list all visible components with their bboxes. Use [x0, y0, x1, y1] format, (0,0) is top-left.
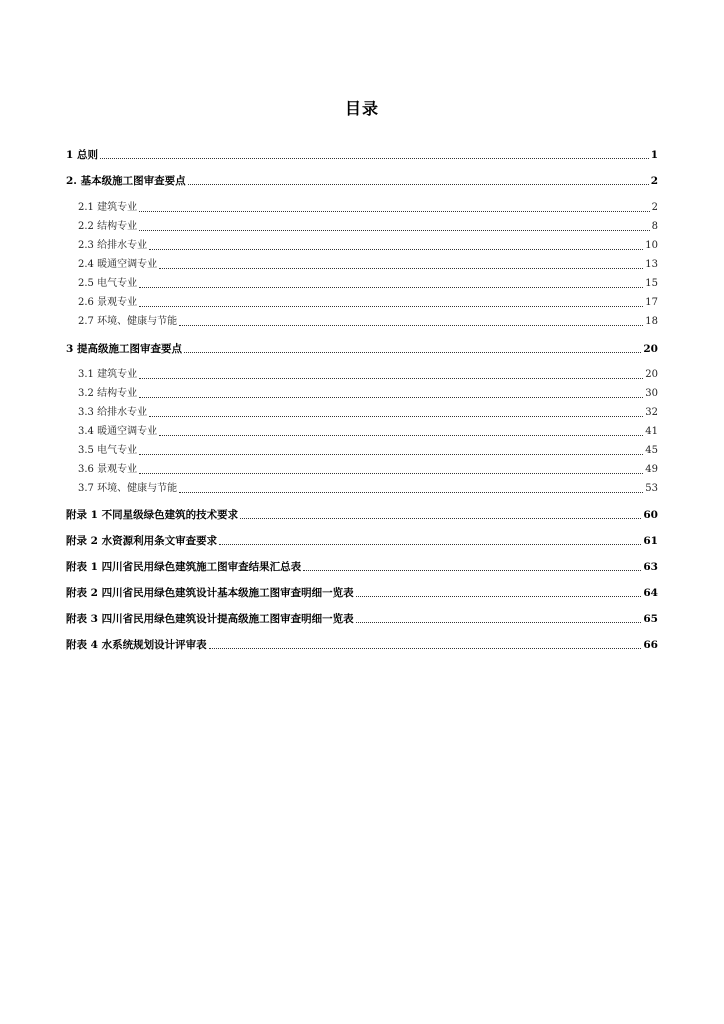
toc-entry-title: 2.1 建筑专业 [78, 202, 138, 213]
toc-entry [78, 315, 658, 329]
toc-entry-page: 60 [643, 509, 658, 521]
toc-leader-dots [100, 155, 649, 159]
toc-entry-page: 30 [645, 388, 658, 399]
toc-leader-dots [356, 593, 642, 597]
toc-leader-dots [209, 645, 642, 649]
toc-entry-title: 附表 4 水系统规划设计评审表 [66, 639, 207, 651]
toc-entry [78, 425, 658, 439]
toc-entry [66, 638, 658, 652]
toc-entry-page: 32 [645, 407, 658, 418]
toc-leader-dots [139, 451, 643, 455]
toc-leader-dots [159, 265, 643, 269]
toc-entry-page: 45 [645, 445, 658, 456]
toc-entry-title: 2.6 景观专业 [78, 297, 138, 308]
toc-entry [78, 296, 658, 310]
toc-leader-dots [149, 246, 643, 250]
toc-entry-title: 3.3 给排水专业 [78, 407, 148, 418]
toc-entry-title: 2.3 给排水专业 [78, 240, 148, 251]
toc-entry-title: 3.1 建筑专业 [78, 369, 138, 380]
toc-entry-title: 3.5 电气专业 [78, 445, 138, 456]
toc-entry-title: 2.2 结构专业 [78, 221, 138, 232]
toc-leader-dots [159, 432, 643, 436]
toc-entry-title: 2.7 环境、健康与节能 [78, 316, 178, 327]
toc-entry-page: 20 [645, 369, 658, 380]
toc-entry [66, 534, 658, 548]
toc-entry-page: 10 [645, 240, 658, 251]
toc-entry-page: 18 [645, 316, 658, 327]
toc-entry [66, 508, 658, 522]
toc-entry [66, 612, 658, 626]
toc-leader-dots [179, 489, 643, 493]
toc-leader-dots [303, 567, 641, 571]
toc-leader-dots [139, 470, 643, 474]
toc-entry-title: 3.4 暖通空调专业 [78, 426, 158, 437]
toc-leader-dots [179, 322, 643, 326]
toc-entry-page: 41 [645, 426, 658, 437]
toc-leader-dots [139, 375, 643, 379]
toc-leader-dots [149, 413, 643, 417]
toc-entry [78, 368, 658, 382]
toc-entry-page: 20 [643, 343, 658, 355]
toc-entry-page: 61 [643, 535, 658, 547]
toc-entry-title: 附录 1 不同星级绿色建筑的技术要求 [66, 509, 239, 521]
toc-entry-title: 3.6 景观专业 [78, 464, 138, 475]
toc-entry-page: 64 [643, 587, 658, 599]
toc-entry-page: 65 [643, 613, 658, 625]
toc-leader-dots [139, 303, 643, 307]
toc-entry-page: 15 [645, 278, 658, 289]
toc-entry-title: 3 提高级施工图审查要点 [66, 343, 182, 355]
toc-entry [66, 174, 658, 188]
toc-leader-dots [240, 515, 641, 519]
toc-entry-title: 2.4 暖通空调专业 [78, 259, 158, 270]
toc-entry [78, 406, 658, 420]
toc-entry-page: 8 [651, 221, 658, 232]
toc-entry-title: 3.7 环境、健康与节能 [78, 483, 178, 494]
toc-entry-title: 2.5 电气专业 [78, 278, 138, 289]
toc-entry-title: 1 总则 [66, 149, 98, 161]
toc-entry-title: 2. 基本级施工图审查要点 [66, 175, 186, 187]
toc-entry [78, 387, 658, 401]
toc-entry [78, 482, 658, 496]
toc-leader-dots [139, 284, 643, 288]
toc-entry-title: 3.2 结构专业 [78, 388, 138, 399]
toc-entry [78, 258, 658, 272]
toc-entry [66, 148, 658, 162]
toc-entry-title: 附录 2 水资源利用条文审查要求 [66, 535, 218, 547]
toc-entry-page: 17 [645, 297, 658, 308]
toc-entry-title: 附表 3 四川省民用绿色建筑设计提高级施工图审查明细一览表 [66, 613, 354, 625]
toc-entry [78, 444, 658, 458]
toc-entry [78, 277, 658, 291]
toc-entry-title: 附表 2 四川省民用绿色建筑设计基本级施工图审查明细一览表 [66, 587, 354, 599]
toc-leader-dots [356, 619, 642, 623]
toc-leader-dots [219, 541, 641, 545]
toc-leader-dots [184, 349, 641, 353]
toc-entry [78, 239, 658, 253]
toc-leader-dots [139, 208, 650, 212]
page-title: 目录 [344, 99, 379, 118]
toc-leader-dots [139, 227, 650, 231]
toc-entry [66, 586, 658, 600]
toc-entry-page: 66 [643, 639, 658, 651]
toc-entry-page: 63 [643, 561, 658, 573]
toc-entry [66, 560, 658, 574]
toc-entry-page: 13 [645, 259, 658, 270]
toc-leader-dots [139, 394, 643, 398]
toc-entry [66, 342, 658, 356]
toc-entry-page: 49 [645, 464, 658, 475]
toc-entry [78, 220, 658, 234]
toc-entry-page: 1 [650, 149, 658, 161]
toc-entry-title: 附表 1 四川省民用绿色建筑施工图审查结果汇总表 [66, 561, 302, 573]
toc-entry [78, 201, 658, 215]
toc-entry-page: 2 [650, 175, 658, 187]
toc-entry-page: 2 [651, 202, 658, 213]
toc-entry-page: 53 [645, 483, 658, 494]
toc-entry [78, 463, 658, 477]
toc-leader-dots [188, 181, 649, 185]
